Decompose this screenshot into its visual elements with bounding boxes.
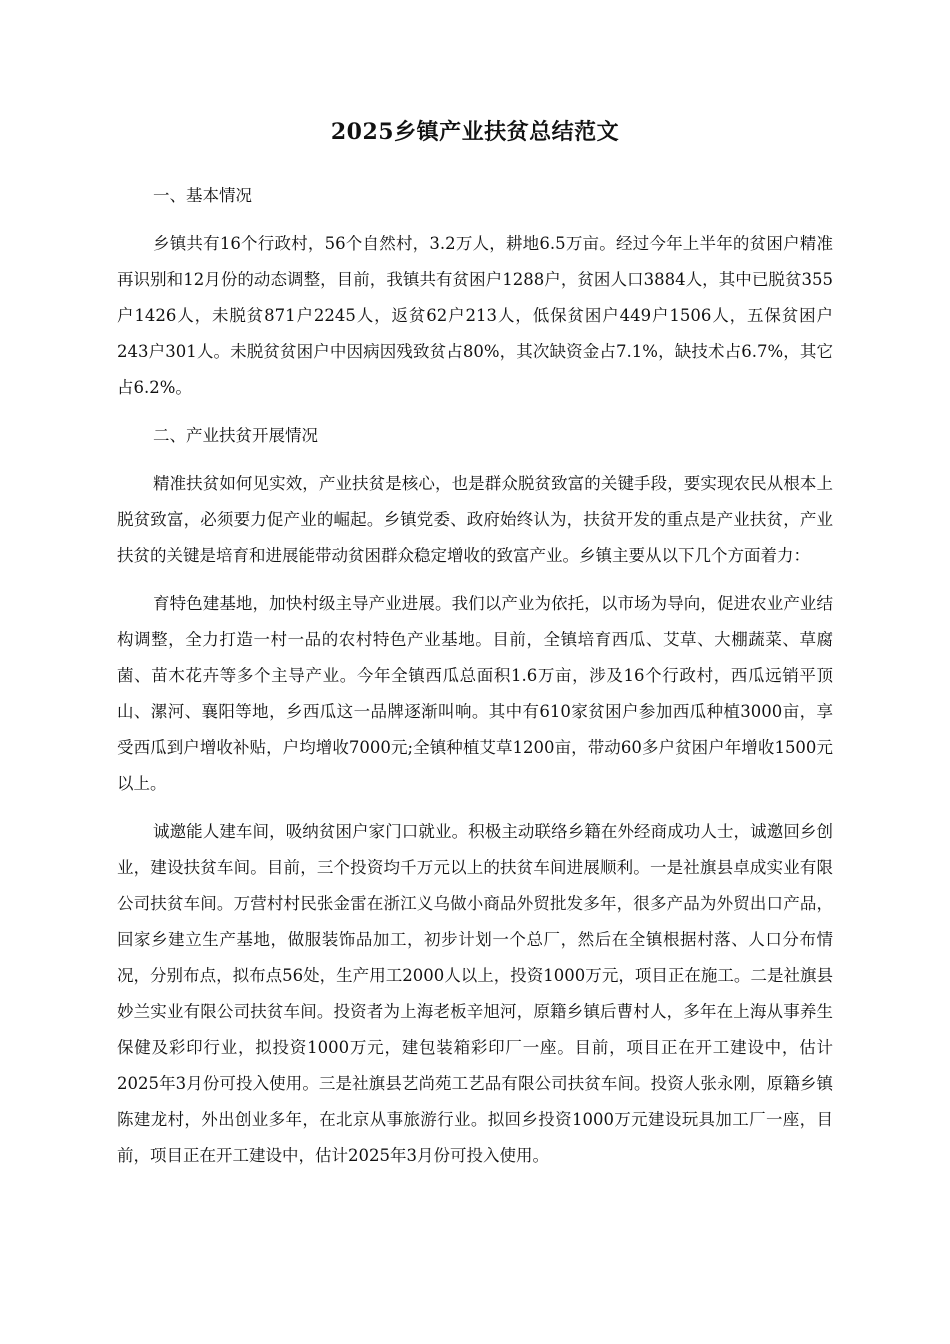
section-heading-basic-situation: 一、基本情况 bbox=[153, 186, 252, 205]
paragraph-specialty-bases: 育特色建基地，加快村级主导产业进展。我们以产业为依托，以市场为导向，促进农业产业结构调整，全力打造一村一品的农村特色产业基地。目前，全镇培育西瓜、艾草、大棚蔬菜、草腐菌、苗木花卉等多个主导产业。今年全镇西瓜总面积1.6万亩，涉及16个行政村，西瓜远销平顶山、漯河、襄阳等地，乡西瓜这一品牌逐渐叫响。其中有610家贫困户参加西瓜种植3000亩，享受西瓜到户增收补贴，户均增收7000元;全镇种植艾草1200亩，带动60多户贫困户年增收1500元以上。 bbox=[117, 594, 833, 793]
document-body bbox=[117, 178, 833, 1186]
paragraph-basic-situation: 乡镇共有16个行政村，56个自然村，3.2万人，耕地6.5万亩。经过今年上半年的贫困户精准再识别和12月份的动态调整，目前，我镇共有贫困户1288户，贫困人口3884人，其中已脱贫355户1426人，未脱贫871户2245人，返贫62户213人，低保贫困户449户1506人，五保贫困户243户301人。未脱贫贫困户中因病因残致贫占80%，其次缺资金占7.1%，缺技术占6.7%，其它占6.2%。 bbox=[117, 234, 833, 397]
paragraph-workshops: 诚邀能人建车间，吸纳贫困户家门口就业。积极主动联络乡籍在外经商成功人士，诚邀回乡创业，建设扶贫车间。目前，三个投资均千万元以上的扶贫车间进展顺利。一是社旗县卓成实业有限公司扶贫车间。万营村村民张金雷在浙江义乌做小商品外贸批发多年，很多产品为外贸出口产品，回家乡建立生产基地，做服装饰品加工，初步计划一个总厂，然后在全镇根据村落、人口分布情况，分别布点，拟布点56处，生产用工2000人以上，投资1000万元，项目正在施工。二是社旗县妙兰实业有限公司扶贫车间。投资者为上海老板辛旭河，原籍乡镇后曹村人，多年在上海从事养生保健及彩印行业，拟投资1000万元，建包装箱彩印厂一座。目前，项目正在开工建设中，估计2025年3月份可投入使用。三是社旗县艺尚苑工艺品有限公司扶贫车间。投资人张永刚，原籍乡镇陈建龙村，外出创业多年，在北京从事旅游行业。拟回乡投资1000万元建设玩具加工厂一座，目前，项目正在开工建设中，估计2025年3月份可投入使用。 bbox=[117, 822, 833, 1165]
section-heading-industry-poverty-alleviation: 二、产业扶贫开展情况 bbox=[153, 426, 318, 445]
document-title: 2025乡镇产业扶贫总结范文 bbox=[330, 119, 620, 145]
paragraph-industry-intro: 精准扶贫如何见实效，产业扶贫是核心，也是群众脱贫致富的关键手段，要实现农民从根本上脱贫致富，必须要力促产业的崛起。乡镇党委、政府始终认为，扶贫开发的重点是产业扶贫，产业扶贫的关键是培育和进展能带动贫困群众稳定增收的致富产业。乡镇主要从以下几个方面着力： bbox=[117, 474, 833, 565]
